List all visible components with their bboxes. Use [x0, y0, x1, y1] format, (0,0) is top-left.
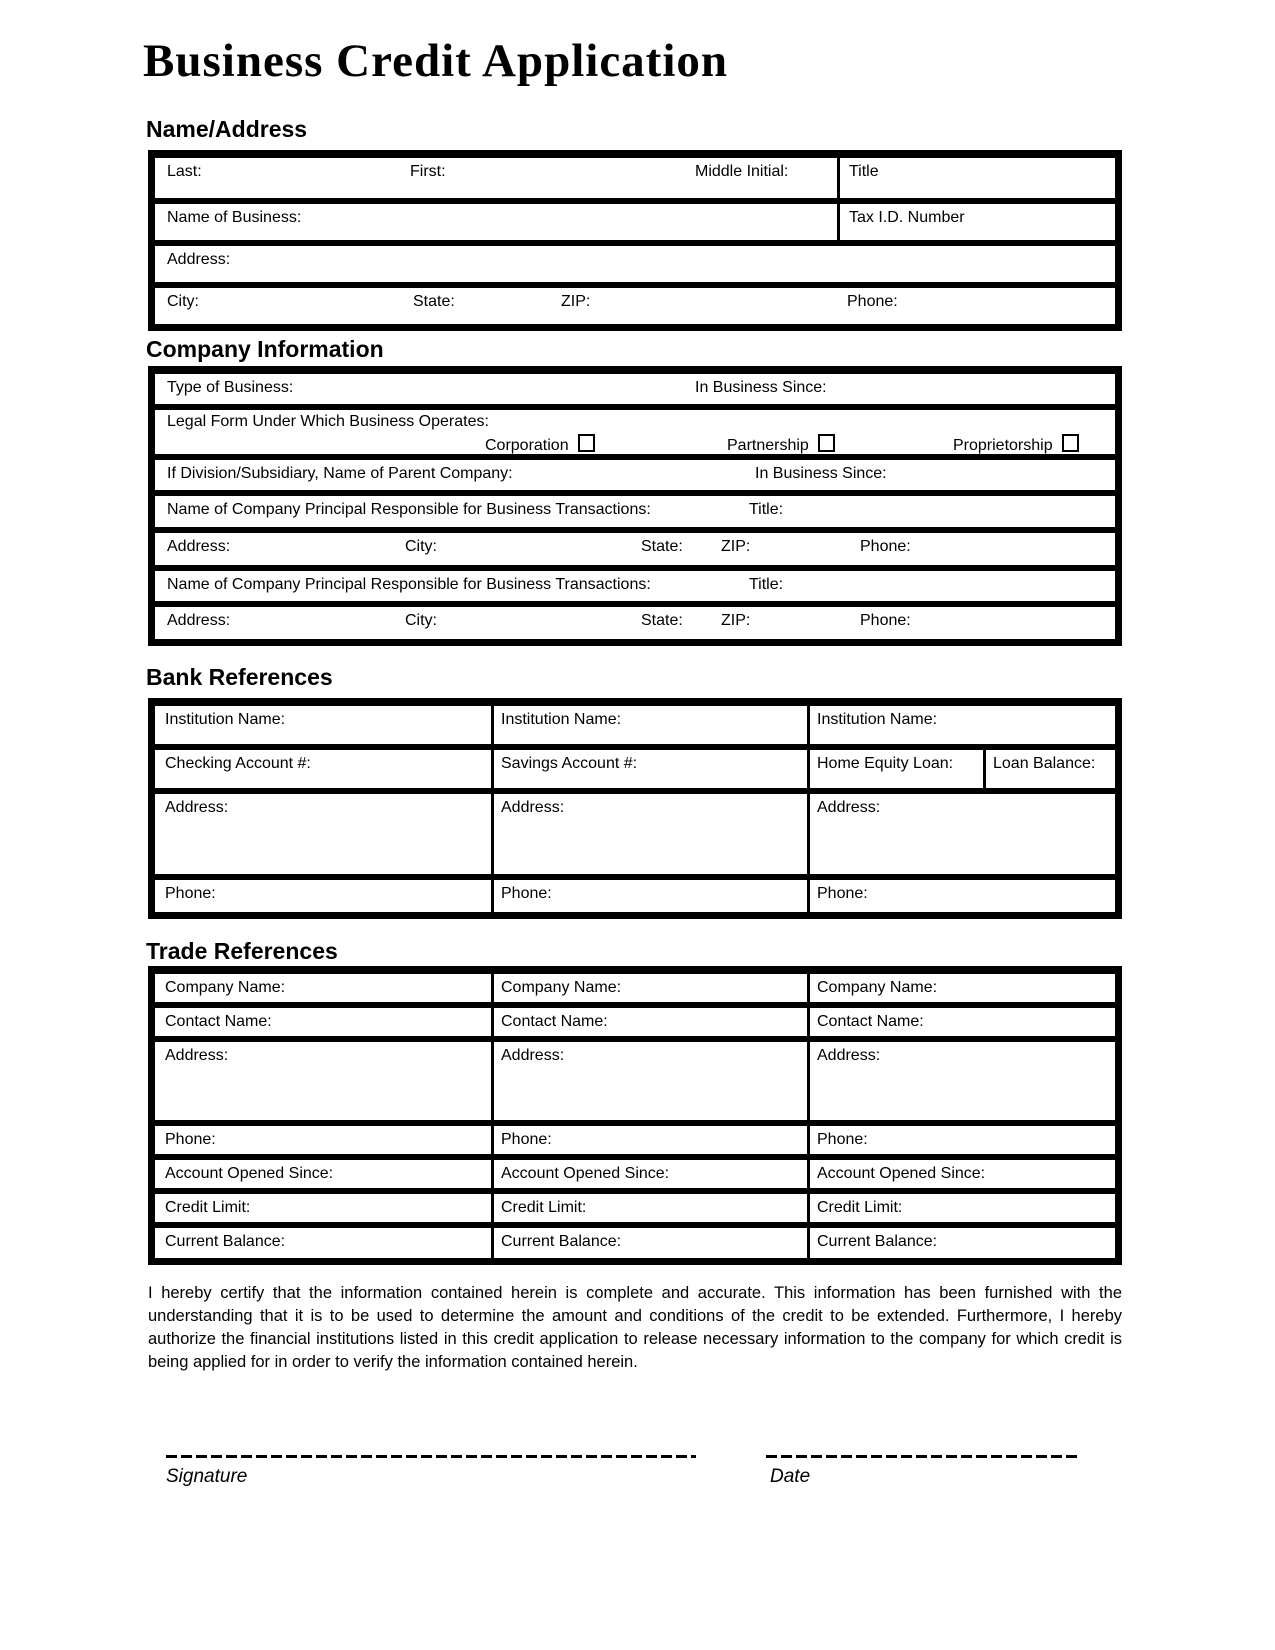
company-row-parent — [155, 460, 1115, 496]
city-label: City: — [405, 538, 437, 555]
name-address-row-address — [155, 246, 1115, 288]
savings-account-label: Savings Account #: — [501, 755, 638, 772]
phone-label: Phone: — [817, 1131, 868, 1148]
contact-name-label: Contact Name: — [817, 1013, 924, 1030]
address-label: Address: — [165, 1047, 229, 1064]
city-label: City: — [405, 612, 437, 629]
bank-row-address — [155, 794, 1115, 880]
tax-id-number-label: Tax I.D. Number — [849, 209, 965, 226]
in-business-since-label: In Business Since: — [755, 465, 887, 482]
address-label: Address: — [817, 799, 881, 816]
company-information-table — [148, 366, 1122, 646]
principal-name-label: Name of Company Principal Responsible for Business Transactions: — [167, 501, 651, 518]
company-row-principal-2 — [155, 571, 1115, 607]
zip-label: ZIP: — [721, 612, 751, 629]
trade-row-company — [155, 974, 1115, 1008]
section-heading-name-address: Name/Address — [146, 116, 308, 142]
name-of-business-label: Name of Business: — [167, 209, 302, 226]
name-address-row-business — [155, 204, 1115, 246]
phone-label: Phone: — [165, 1131, 216, 1148]
company-row-type — [155, 374, 1115, 410]
bank-references-table — [148, 698, 1122, 919]
address-label: Address: — [501, 1047, 565, 1064]
loan-balance-label: Loan Balance: — [993, 755, 1096, 772]
credit-limit-label: Credit Limit: — [165, 1199, 251, 1216]
signature-label: Signature — [166, 1466, 248, 1487]
zip-label: ZIP: — [721, 538, 751, 555]
bank-row-phone — [155, 880, 1115, 912]
partnership-option-label: Partnership — [727, 437, 809, 454]
trade-row-account-opened — [155, 1160, 1115, 1194]
address-label: Address: — [167, 538, 231, 555]
phone-label: Phone: — [847, 293, 898, 310]
address-label: Address: — [817, 1047, 881, 1064]
company-name-label: Company Name: — [817, 979, 938, 996]
parent-company-label: If Division/Subsidiary, Name of Parent Company: — [167, 465, 513, 482]
partnership-option — [727, 434, 835, 455]
section-heading-company-information: Company Information — [146, 336, 384, 362]
section-heading-trade-references: Trade References — [146, 938, 338, 964]
city-label: City: — [167, 293, 199, 310]
contact-name-label: Contact Name: — [501, 1013, 608, 1030]
proprietorship-option-label: Proprietorship — [953, 437, 1053, 454]
phone-label: Phone: — [501, 1131, 552, 1148]
principal-title-label: Title: — [749, 501, 784, 518]
address-label: Address: — [167, 251, 231, 268]
company-name-label: Company Name: — [501, 979, 622, 996]
company-row-principal-1 — [155, 496, 1115, 533]
contact-name-label: Contact Name: — [165, 1013, 272, 1030]
credit-limit-label: Credit Limit: — [817, 1199, 903, 1216]
trade-row-contact — [155, 1008, 1115, 1042]
trade-row-address — [155, 1042, 1115, 1126]
state-label: State: — [641, 612, 683, 629]
principal-title-label: Title: — [749, 576, 784, 593]
title-label: Title — [849, 163, 879, 180]
state-label: State: — [413, 293, 455, 310]
proprietorship-checkbox[interactable] — [1062, 434, 1079, 452]
trade-references-table — [148, 966, 1122, 1265]
signature-line[interactable] — [166, 1455, 696, 1458]
name-address-row-city — [155, 288, 1115, 324]
current-balance-label: Current Balance: — [817, 1233, 938, 1250]
corporation-checkbox[interactable] — [578, 434, 595, 452]
partnership-checkbox[interactable] — [818, 434, 835, 452]
phone-label: Phone: — [817, 885, 868, 902]
proprietorship-option — [953, 434, 1079, 455]
trade-row-phone — [155, 1126, 1115, 1160]
account-opened-label: Account Opened Since: — [501, 1165, 670, 1182]
account-opened-label: Account Opened Since: — [165, 1165, 334, 1182]
last-name-label: Last: — [167, 163, 202, 180]
trade-row-current-balance — [155, 1228, 1115, 1258]
section-heading-bank-references: Bank References — [146, 664, 333, 690]
address-label: Address: — [165, 799, 229, 816]
name-address-table — [148, 150, 1122, 331]
corporation-option — [485, 434, 595, 455]
date-label: Date — [770, 1466, 811, 1487]
phone-label: Phone: — [860, 612, 911, 629]
type-of-business-label: Type of Business: — [167, 379, 294, 396]
bank-row-institution — [155, 706, 1115, 750]
institution-name-label: Institution Name: — [501, 711, 622, 728]
credit-limit-label: Credit Limit: — [501, 1199, 587, 1216]
company-name-label: Company Name: — [165, 979, 286, 996]
middle-initial-label: Middle Initial: — [695, 163, 789, 180]
account-opened-label: Account Opened Since: — [817, 1165, 986, 1182]
state-label: State: — [641, 538, 683, 555]
legal-form-label: Legal Form Under Which Business Operates: — [167, 413, 489, 430]
zip-label: ZIP: — [561, 293, 591, 310]
phone-label: Phone: — [860, 538, 911, 555]
institution-name-label: Institution Name: — [165, 711, 286, 728]
company-row-address-2 — [155, 607, 1115, 639]
first-name-label: First: — [410, 163, 446, 180]
corporation-option-label: Corporation — [485, 437, 569, 454]
institution-name-label: Institution Name: — [817, 711, 938, 728]
address-label: Address: — [167, 612, 231, 629]
bank-row-accounts — [155, 750, 1115, 794]
home-equity-loan-label: Home Equity Loan: — [817, 755, 954, 772]
page-title: Business Credit Application — [143, 35, 729, 87]
loan-balance-divider — [983, 750, 986, 788]
certification-text: I hereby certify that the information contained herein is complete and accurate. This information has been furnished with the understanding that it is to be used to determine the amount and conditions of the credit to be extended. Furthermore, I hereby authorize the financial institutions listed in this credit application to release necessary information to the company for which credit is being applied for in order to verify the information contained herein. — [148, 1284, 1122, 1371]
in-business-since-label: In Business Since: — [695, 379, 827, 396]
address-label: Address: — [501, 799, 565, 816]
company-row-legal-form — [155, 410, 1115, 460]
name-address-row-name — [155, 158, 1115, 204]
date-line[interactable] — [766, 1455, 1078, 1458]
phone-label: Phone: — [165, 885, 216, 902]
current-balance-label: Current Balance: — [501, 1233, 622, 1250]
current-balance-label: Current Balance: — [165, 1233, 286, 1250]
principal-name-label: Name of Company Principal Responsible for Business Transactions: — [167, 576, 651, 593]
phone-label: Phone: — [501, 885, 552, 902]
checking-account-label: Checking Account #: — [165, 755, 311, 772]
company-row-address-1 — [155, 533, 1115, 571]
trade-row-credit-limit — [155, 1194, 1115, 1228]
